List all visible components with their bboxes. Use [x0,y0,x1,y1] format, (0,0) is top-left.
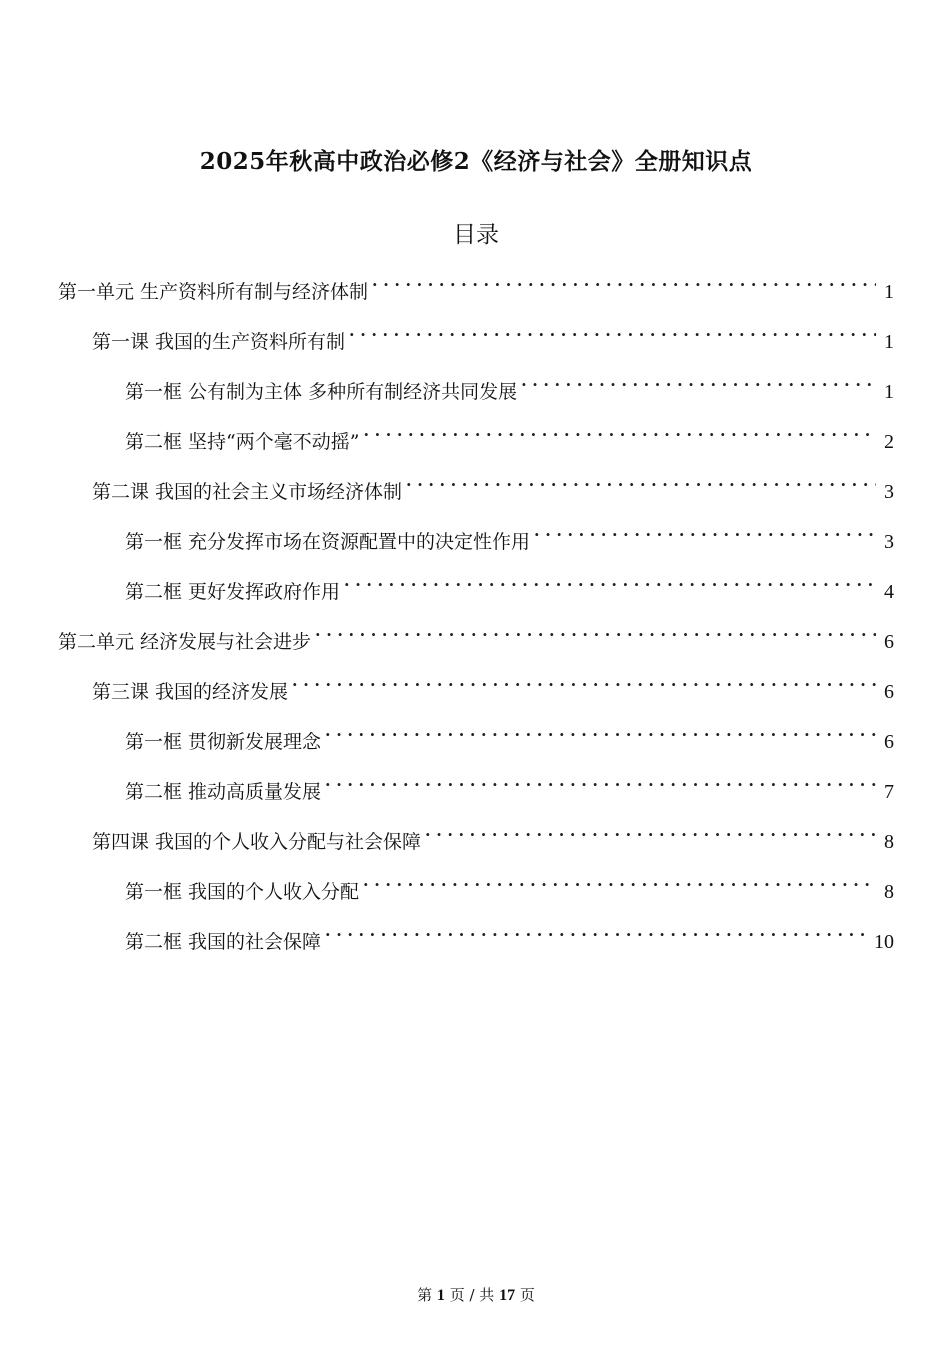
toc-entry[interactable] [58,268,894,303]
toc-leader-dots [534,518,876,548]
toc-leader-dots [363,418,876,448]
page-footer [0,1284,952,1305]
toc-leader-dots [372,268,876,298]
toc-entry[interactable] [125,768,894,803]
toc-entry[interactable] [92,468,894,503]
toc-entry-page: 4 [884,581,894,603]
toc-entry-page: 3 [884,531,894,553]
toc-entry-page: 1 [884,381,894,403]
toc-entry-title: 第三课 我国的经济发展 [92,681,289,703]
toc-entry[interactable] [125,868,894,903]
toc-entry-page: 10 [874,931,894,953]
toc-entry-page: 1 [884,281,894,303]
toc-entry-page: 8 [884,831,894,853]
toc-entry-title: 第一框 贯彻新发展理念 [125,731,322,753]
document-title: 2025年秋高中政治必修2《经济与社会》全册知识点 [199,148,753,175]
toc-leader-dots [344,568,876,598]
toc-leader-dots [406,468,876,498]
toc-entry[interactable] [58,618,894,653]
toc-entry-title: 第二框 推动高质量发展 [125,781,322,803]
toc-entry[interactable] [125,518,894,553]
toc-leader-dots [349,318,876,348]
toc-entry-title: 第一单元 生产资料所有制与经济体制 [58,281,369,303]
toc-entry[interactable] [92,818,894,853]
toc-entry[interactable] [92,318,894,353]
toc-entry-page: 8 [884,881,894,903]
footer-prefix: 第 [417,1286,433,1304]
toc-entry[interactable] [125,718,894,753]
toc-leader-dots [425,818,876,848]
toc-entry-page: 6 [884,631,894,653]
toc-leader-dots [325,768,876,798]
toc-entry-page: 6 [884,681,894,703]
toc-entry-page: 6 [884,731,894,753]
toc-entry[interactable] [125,368,894,403]
footer-suffix: 页 [519,1286,535,1304]
toc-heading: 目录 [453,222,499,248]
footer-total-pages: 17 [499,1287,516,1304]
toc-entry[interactable] [92,668,894,703]
toc-entry[interactable] [125,568,894,603]
footer-current-page: 1 [436,1287,445,1304]
toc-entry-page: 7 [884,781,894,803]
toc-entry-title: 第二框 我国的社会保障 [125,931,322,953]
toc-leader-dots [325,718,876,748]
toc-leader-dots [292,668,876,698]
toc-entry[interactable] [125,918,894,953]
toc-entry-title: 第一框 公有制为主体 多种所有制经济共同发展 [125,381,518,403]
toc-entry[interactable] [125,418,894,453]
toc-entry-page: 3 [884,481,894,503]
toc-entry-title: 第二框 坚持“两个毫不动摇” [125,431,360,453]
toc-leader-dots [521,368,876,398]
toc-entry-title: 第一课 我国的生产资料所有制 [92,331,346,353]
toc-entry-title: 第二课 我国的社会主义市场经济体制 [92,481,403,503]
toc-entry-title: 第一框 充分发挥市场在资源配置中的决定性作用 [125,531,531,553]
toc-entry-title: 第二框 更好发挥政府作用 [125,581,341,603]
toc-leader-dots [315,618,876,648]
toc-entry-page: 2 [884,431,894,453]
toc-entry-page: 1 [884,331,894,353]
toc-entry-title: 第四课 我国的个人收入分配与社会保障 [92,831,422,853]
footer-middle: 页 / 共 [449,1286,495,1304]
toc-entry-title: 第二单元 经济发展与社会进步 [58,631,312,653]
toc-entry-title: 第一框 我国的个人收入分配 [125,881,360,903]
toc-leader-dots [363,868,876,898]
toc-leader-dots [325,918,866,948]
